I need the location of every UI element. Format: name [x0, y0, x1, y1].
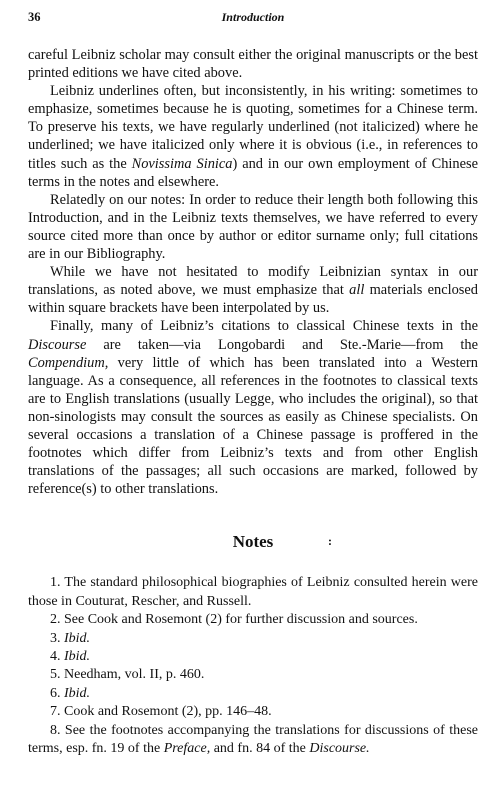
note-item [28, 611, 478, 629]
text-run: Finally, many of Leibniz’s citations to classical Chinese texts in the [50, 318, 478, 335]
text-run: Relatedly on our notes: In order to reduce their length both following this Introduction, and in the Leibniz texts themselves, we have referred to every source cited more than once by author or editor surname only; full citations are in our Bibliography. [28, 191, 478, 263]
body-text [28, 46, 478, 498]
text-run: 3. [50, 630, 64, 646]
italic-text: Discourse [28, 336, 87, 353]
notes-list [28, 574, 478, 758]
running-head: Introduction [221, 10, 285, 24]
italic-text: Ibid. [64, 648, 91, 664]
paragraph [28, 263, 478, 317]
italic-text: Novissima Sinica [131, 155, 233, 172]
text-run: 7. Cook and Rosemont (2), pp. 146–48. [50, 704, 272, 720]
italic-text: Discourse. [309, 741, 370, 756]
note-item [28, 722, 478, 759]
text-run: 8. See the footnotes accompanying the translations for discussions of these terms, esp. fn. 19 of the [28, 722, 478, 756]
text-run: 4. [50, 648, 64, 664]
italic-text: Compendium, [28, 354, 109, 371]
paragraph [28, 82, 478, 191]
text-run: Leibniz underlines often, but inconsistently, in his writing: sometimes to emphasize, sometimes because he is quoting, sometimes for a Chinese term. To preserve his texts, we have regularly underlined (not italicized) where he underlined; we have italicized only where it is obvious (i.e., in references to titles such as the [28, 83, 478, 172]
notes-heading [28, 532, 478, 552]
note-item [28, 648, 478, 666]
stray-mark: : [328, 534, 332, 549]
text-run: and fn. 84 of the [210, 741, 310, 756]
text-run: materials enclosed within square brackets have been interpolated by us. [28, 282, 478, 317]
text-run: 1. The standard philosophical biographies of Leibniz consulted herein were those in Couturat, Rescher, and Russell. [28, 575, 478, 609]
italic-text: Ibid. [64, 685, 91, 701]
text-run: 6. [50, 685, 64, 701]
notes-title: Notes [232, 532, 274, 552]
text-run: ) and in our own employment of Chinese terms in the notes and elsewhere. [28, 155, 478, 190]
book-page [28, 10, 478, 758]
italic-text: Preface, [163, 741, 211, 756]
note-item [28, 666, 478, 684]
text-run: are taken—via Longobardi and Ste.-Marie—from the [86, 336, 478, 353]
paragraph [28, 317, 478, 498]
text-run: While we have not hesitated to modify Leibnizian syntax in our translations, as noted above, we must emphasize that [28, 264, 478, 299]
italic-text: Ibid. [64, 630, 91, 646]
page-header [28, 10, 478, 30]
page-number: 36 [28, 10, 41, 24]
text-run: careful Leibniz scholar may consult either the original manuscripts or the best printed editions we have cited above. [28, 47, 478, 82]
note-item [28, 574, 478, 611]
text-run: 2. See Cook and Rosemont (2) for further discussion and sources. [50, 612, 418, 628]
paragraph [28, 46, 478, 82]
note-item [28, 703, 478, 721]
text-run: very little of which has been translated into a Western language. As a consequence, all references in the footnotes to classical texts are to English translations (usually Legge, who includes the original), so that non-sinologists may consult the sources as easily as Chinese specialists. On several occasions a translation of a Chinese passage is proffered in the footnotes which differ from Leibniz’s texts and from other English translations of the passages; all such occasions are marked, followed by reference(s) to other translations. [28, 354, 478, 498]
note-item [28, 630, 478, 648]
text-run: 5. Needham, vol. II, p. 460. [50, 667, 205, 683]
paragraph [28, 191, 478, 263]
italic-text: all [349, 282, 365, 299]
note-item [28, 685, 478, 703]
